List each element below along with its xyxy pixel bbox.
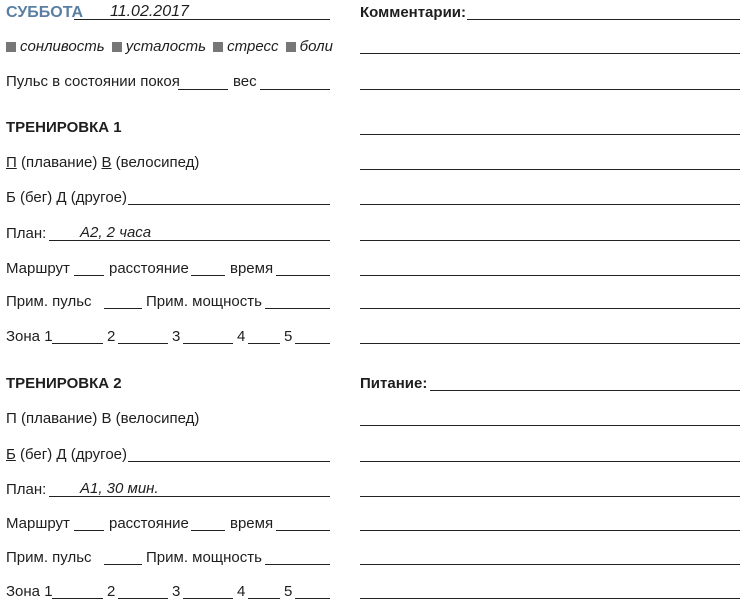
swim-label: (плавание) xyxy=(20,154,98,171)
zone-4-field[interactable] xyxy=(248,343,280,344)
zone-3-field[interactable] xyxy=(183,598,233,599)
date-value: 11.02.2017 xyxy=(110,3,189,20)
weight-label: вес xyxy=(233,73,257,90)
route-field[interactable] xyxy=(74,530,104,531)
zone-4-label: 4 xyxy=(237,328,246,345)
power-note-label: Прим. мощность xyxy=(146,293,262,310)
nutrition-line[interactable] xyxy=(360,598,740,599)
symptom-label: стресс xyxy=(227,38,279,55)
pulse-note-field[interactable] xyxy=(104,564,142,565)
nutrition-line[interactable] xyxy=(360,564,740,565)
workout-2-sport-line-1 xyxy=(6,410,199,428)
zone-3-label: 3 xyxy=(172,583,181,600)
zone-3-field[interactable] xyxy=(183,343,233,344)
power-note-field[interactable] xyxy=(265,564,330,565)
square-checkbox-icon[interactable] xyxy=(112,42,122,52)
zone-2-label: 2 xyxy=(107,328,116,345)
zone-5-field[interactable] xyxy=(295,343,330,344)
zone-2-field[interactable] xyxy=(118,343,168,344)
other-option[interactable]: Д xyxy=(56,446,67,463)
swim-label: (плавание) xyxy=(20,410,98,427)
bike-option[interactable]: В xyxy=(101,154,112,171)
workout-1-title: ТРЕНИРОВКА 1 xyxy=(6,119,122,136)
plan-label: План: xyxy=(6,225,47,242)
run-label: (бег) xyxy=(20,446,53,463)
zone-3-label: 3 xyxy=(172,328,181,345)
comments-line[interactable] xyxy=(360,308,740,309)
day-title: СУББОТА xyxy=(6,4,84,21)
comments-line[interactable] xyxy=(360,89,740,90)
comments-line[interactable] xyxy=(360,275,740,276)
zone-1-label: Зона 1 xyxy=(6,583,53,600)
run-option[interactable]: Б xyxy=(6,189,16,206)
resting-pulse-field[interactable] xyxy=(178,89,228,90)
zone-5-label: 5 xyxy=(284,328,293,345)
comments-line[interactable] xyxy=(360,134,740,135)
workout-2-title: ТРЕНИРОВКА 2 xyxy=(6,375,122,392)
zone-4-label: 4 xyxy=(237,583,246,600)
symptom-label: усталость xyxy=(125,38,206,55)
nutrition-line[interactable] xyxy=(360,530,740,531)
weight-field[interactable] xyxy=(260,89,330,90)
zone-5-label: 5 xyxy=(284,583,293,600)
run-option[interactable]: Б xyxy=(6,446,16,463)
comments-line[interactable] xyxy=(360,343,740,344)
bike-option[interactable]: В xyxy=(101,410,112,427)
workout-1-sport-line-2 xyxy=(6,189,127,207)
distance-label: расстояние xyxy=(109,260,189,277)
time-field[interactable] xyxy=(276,530,330,531)
symptom-label: боли xyxy=(299,38,333,55)
comments-line[interactable] xyxy=(360,240,740,241)
distance-label: расстояние xyxy=(109,515,189,532)
zone-1-label: Зона 1 xyxy=(6,328,53,345)
plan-label: План: xyxy=(6,481,47,498)
nutrition-line[interactable] xyxy=(430,390,740,391)
workout-2-sport-line-2 xyxy=(6,446,127,464)
pulse-note-field[interactable] xyxy=(104,308,142,309)
comments-label: Комментарии: xyxy=(360,4,467,21)
comments-line[interactable] xyxy=(360,204,740,205)
swim-option[interactable]: П xyxy=(6,410,17,427)
time-label: время xyxy=(230,515,274,532)
pulse-note-label: Прим. пульс xyxy=(6,549,92,566)
route-label: Маршрут xyxy=(6,260,70,277)
zone-2-label: 2 xyxy=(107,583,116,600)
square-checkbox-icon[interactable] xyxy=(6,42,16,52)
square-checkbox-icon[interactable] xyxy=(286,42,296,52)
swim-option[interactable]: П xyxy=(6,154,17,171)
square-checkbox-icon[interactable] xyxy=(213,42,223,52)
symptom-checklist xyxy=(6,38,333,56)
comments-line[interactable] xyxy=(467,19,740,20)
pulse-note-label: Прим. пульс xyxy=(6,293,92,310)
zone-1-field[interactable] xyxy=(52,598,103,599)
distance-field[interactable] xyxy=(191,275,225,276)
zone-4-field[interactable] xyxy=(248,598,280,599)
plan-value: А1, 30 мин. xyxy=(80,480,159,497)
symptom-label: сонливость xyxy=(20,38,105,55)
run-label: (бег) xyxy=(20,189,53,206)
route-field[interactable] xyxy=(74,275,104,276)
other-label: (другое) xyxy=(70,446,128,463)
zone-5-field[interactable] xyxy=(295,598,330,599)
nutrition-line[interactable] xyxy=(360,425,740,426)
other-sport-field[interactable] xyxy=(128,204,330,205)
route-label: Маршрут xyxy=(6,515,70,532)
plan-value: А2, 2 часа xyxy=(80,224,152,241)
workout-1-sport-line-1 xyxy=(6,154,199,172)
zone-1-field[interactable] xyxy=(52,343,103,344)
zone-2-field[interactable] xyxy=(118,598,168,599)
nutrition-line[interactable] xyxy=(360,496,740,497)
bike-label: (велосипед) xyxy=(115,410,200,427)
resting-pulse-label: Пульс в состоянии покоя xyxy=(6,73,180,90)
comments-line[interactable] xyxy=(360,53,740,54)
time-label: время xyxy=(230,260,274,277)
bike-label: (велосипед) xyxy=(115,154,200,171)
comments-line[interactable] xyxy=(360,169,740,170)
nutrition-label: Питание: xyxy=(360,375,428,392)
distance-field[interactable] xyxy=(191,530,225,531)
nutrition-line[interactable] xyxy=(360,461,740,462)
other-option[interactable]: Д xyxy=(56,189,67,206)
power-note-label: Прим. мощность xyxy=(146,549,262,566)
other-label: (другое) xyxy=(70,189,128,206)
power-note-field[interactable] xyxy=(265,308,330,309)
time-field[interactable] xyxy=(276,275,330,276)
other-sport-field[interactable] xyxy=(128,461,330,462)
